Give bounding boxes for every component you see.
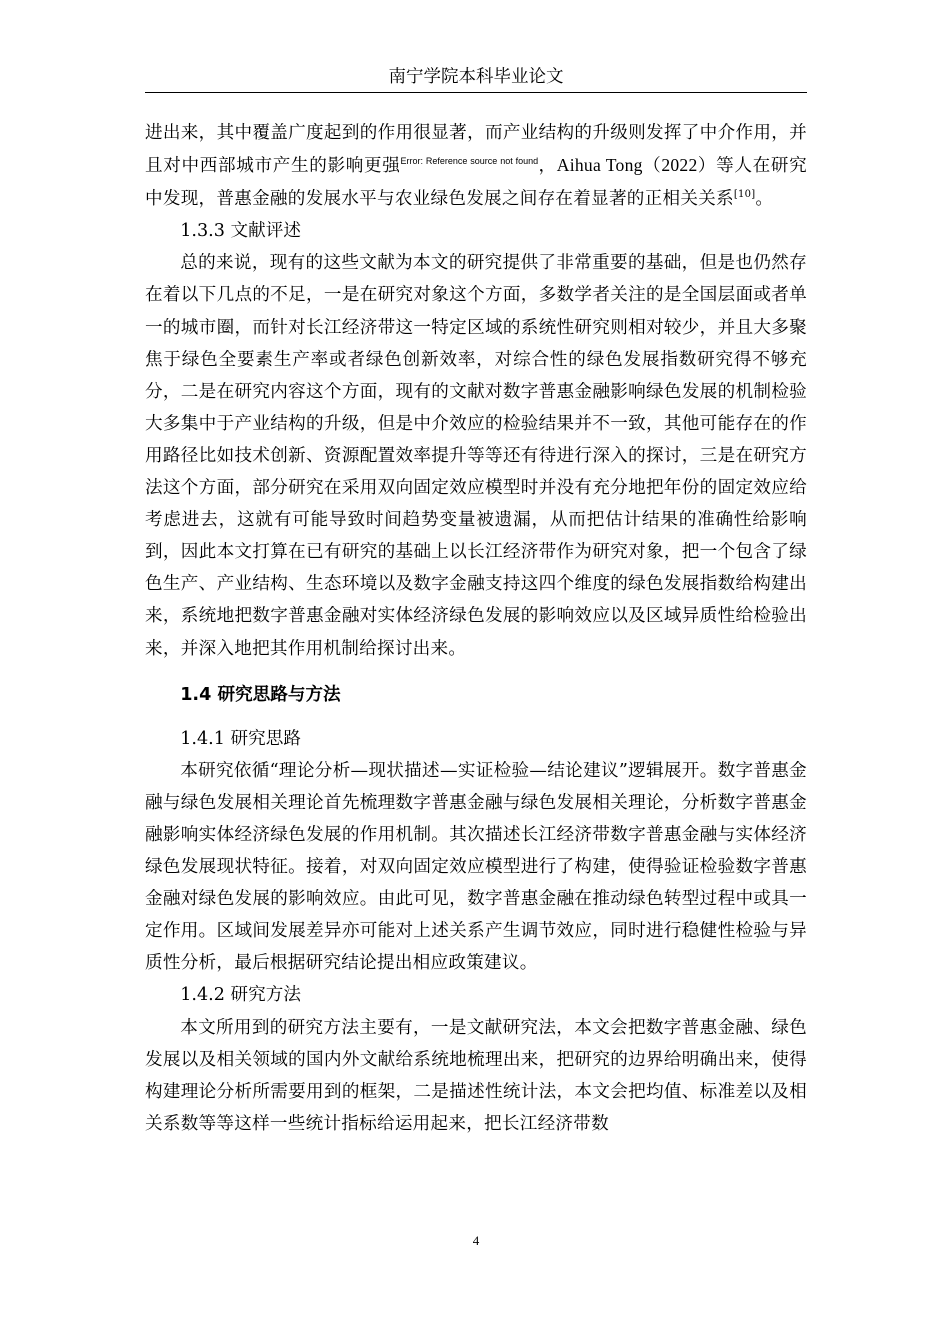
page-number: 4 [472, 1233, 480, 1248]
running-header: 南宁学院本科毕业论文 [388, 67, 564, 87]
paragraph-research-approach: 本研究依循“理论分析—现状描述—实证检验—结论建议”逻辑展开。数字普惠金融与绿色发展相关理论首先梳理数字普惠金融与绿色发展相关理论，分析数字普惠金融影响实体经济绿色发展的作用机制。其次描述长江经济带数字普惠金融与实体经济绿色发展现状特征。接着，对双向固定效应模型进行了构建，使得验证检验数字普惠金融对绿色发展的影响效应。由此可见，数字普惠金融在推动绿色转型过程中或具一定作用。区域间发展差异亦可能对上述关系产生调节效应，同时进行稳健性检验与异质性分析，最后根据研究结论提出相应政策建议。 [145, 760, 807, 974]
subsection-heading-1-3-3: 1.3.3 文献评述 [180, 221, 301, 242]
paragraph-continuation [145, 117, 807, 215]
citation-marker: [10] [733, 189, 756, 201]
paragraph-research-methods: 本文所用到的研究方法主要有，一是文献研究法，本文会把数字普惠金融、绿色发展以及相关领域的国内外文献给系统地梳理出来，把研究的边界给明确出来，使得构建理论分析所需要用到的框架，二是描述性统计法，本文会把均值、标准差以及相关系数等等这样一些统计指标给运用起来，把长江经济带数 [145, 1017, 807, 1134]
section-heading-1-4: 1.4 研究思路与方法 [180, 684, 341, 705]
paragraph-text-b: ，Aihua Tong（2022）等人在研究中发现，普惠金融的发展水平与农业绿色发展之间存在着显著的正相关关系 [145, 155, 807, 209]
subsection-heading-1-4-1: 1.4.1 研究思路 [180, 728, 301, 749]
subsection-heading-1-4-2: 1.4.2 研究方法 [180, 985, 301, 1006]
paragraph-text-c: 。 [755, 189, 774, 210]
header-rule [145, 92, 807, 93]
reference-error: Error: Reference source not found [400, 156, 539, 167]
body-text [145, 117, 807, 1140]
paragraph-text-a: 进出来，其中覆盖广度起到的作用很显著，而产业结构的升级则发挥了中介作用，并且对中西部城市产生的影响更强 [145, 123, 807, 177]
paragraph-literature-review: 总的来说，现有的这些文献为本文的研究提供了非常重要的基础，但是也仍然存在着以下几点的不足，一是在研究对象这个方面，多数学者关注的是全国层面或者单一的城市圈，而针对长江经济带这一特定区域的系统性研究则相对较少，并且大多聚焦于绿色全要素生产率或者绿色创新效率，对综合性的绿色发展指数研究得不够充分，二是在研究内容这个方面，现有的文献对数字普惠金融影响绿色发展的机制检验大多集中于产业结构的升级，但是中介效应的检验结果并不一致，其他可能存在的作用路径比如技术创新、资源配置效率提升等等还有待进行深入的探讨，三是在研究方法这个方面，部分研究在采用双向固定效应模型时并没有充分地把年份的固定效应给考虑进去，这就有可能导致时间趋势变量被遗漏，从而把估计结果的准确性给影响到，因此本文打算在已有研究的基础上以长江经济带作为研究对象，把一个包含了绿色生产、产业结构、生态环境以及数字金融支持这四个维度的绿色发展指数给构建出来，系统地把数字普惠金融对实体经济绿色发展的影响效应以及区域异质性给检验出来，并深入地把其作用机制给探讨出来。 [145, 253, 807, 659]
